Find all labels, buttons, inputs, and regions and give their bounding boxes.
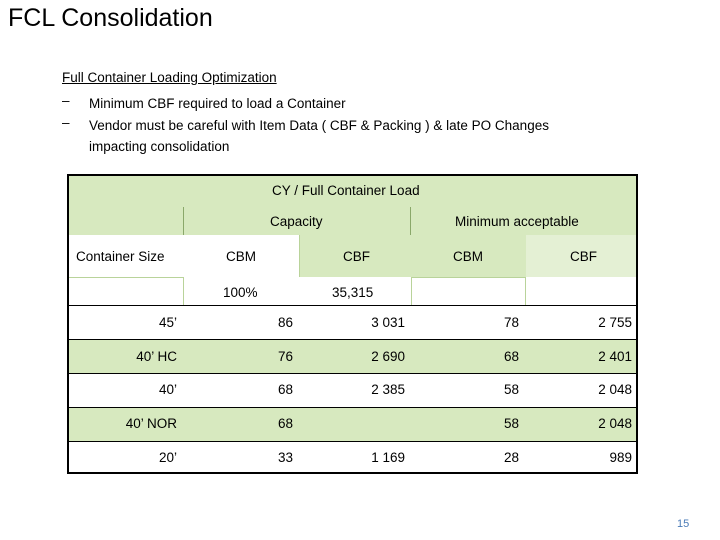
bullet-dash: – (62, 93, 70, 108)
bullet-text: Minimum CBF required to load a Container (89, 96, 346, 111)
row-container-size: 45’ (158, 315, 177, 330)
row-min-cbf: 2 048 (598, 382, 632, 397)
group-capacity-label: Capacity (270, 214, 323, 229)
row-min-cbf: 2 048 (598, 416, 632, 431)
capacity-percent: 100% (223, 285, 258, 300)
row-min-cbm: 28 (503, 450, 519, 465)
row-cbm: 86 (277, 315, 293, 330)
row-cbf: 3 031 (371, 315, 405, 330)
row-cbm: 68 (277, 382, 293, 397)
slide-title: FCL Consolidation (8, 4, 213, 32)
row-container-size: 40’ HC (136, 349, 177, 364)
row-min-cbm: 78 (503, 315, 519, 330)
row-min-cbf: 2 755 (598, 315, 632, 330)
row-container-size: 20’ (158, 450, 177, 465)
page-number: 15 (677, 518, 690, 530)
col-cbm: CBM (226, 249, 256, 264)
table-border (67, 174, 638, 474)
row-cbm: 33 (277, 450, 293, 465)
row-min-cbf: 2 401 (598, 349, 632, 364)
row-min-cbm: 58 (503, 416, 519, 431)
row-cbm: 68 (277, 416, 293, 431)
row-cbf: 2 690 (371, 349, 405, 364)
row-cbm: 76 (277, 349, 293, 364)
slide-subtitle: Full Container Loading Optimization (62, 70, 277, 85)
row-cbf: 2 385 (371, 382, 405, 397)
bullet-dash: – (62, 115, 70, 130)
col-container-size: Container Size (76, 249, 165, 264)
row-container-size: 40’ (158, 382, 177, 397)
row-cbf: 1 169 (371, 450, 405, 465)
row-min-cbf: 989 (609, 450, 632, 465)
col-min-cbf: CBF (570, 249, 597, 264)
group-minimum-label: Minimum acceptable (455, 214, 579, 229)
capacity-cbf-reference: 35,315 (332, 285, 374, 300)
row-min-cbm: 58 (503, 382, 519, 397)
bullet-text: Vendor must be careful with Item Data ( CBF & Packing ) & late PO Changes impacting consolidation (89, 118, 549, 154)
row-min-cbm: 68 (503, 349, 519, 364)
col-cbf: CBF (343, 249, 370, 264)
row-container-size: 40’ NOR (125, 416, 177, 431)
table-header-text: CY / Full Container Load (272, 183, 420, 198)
fcl-table (67, 174, 638, 474)
col-min-cbm: CBM (453, 249, 483, 264)
